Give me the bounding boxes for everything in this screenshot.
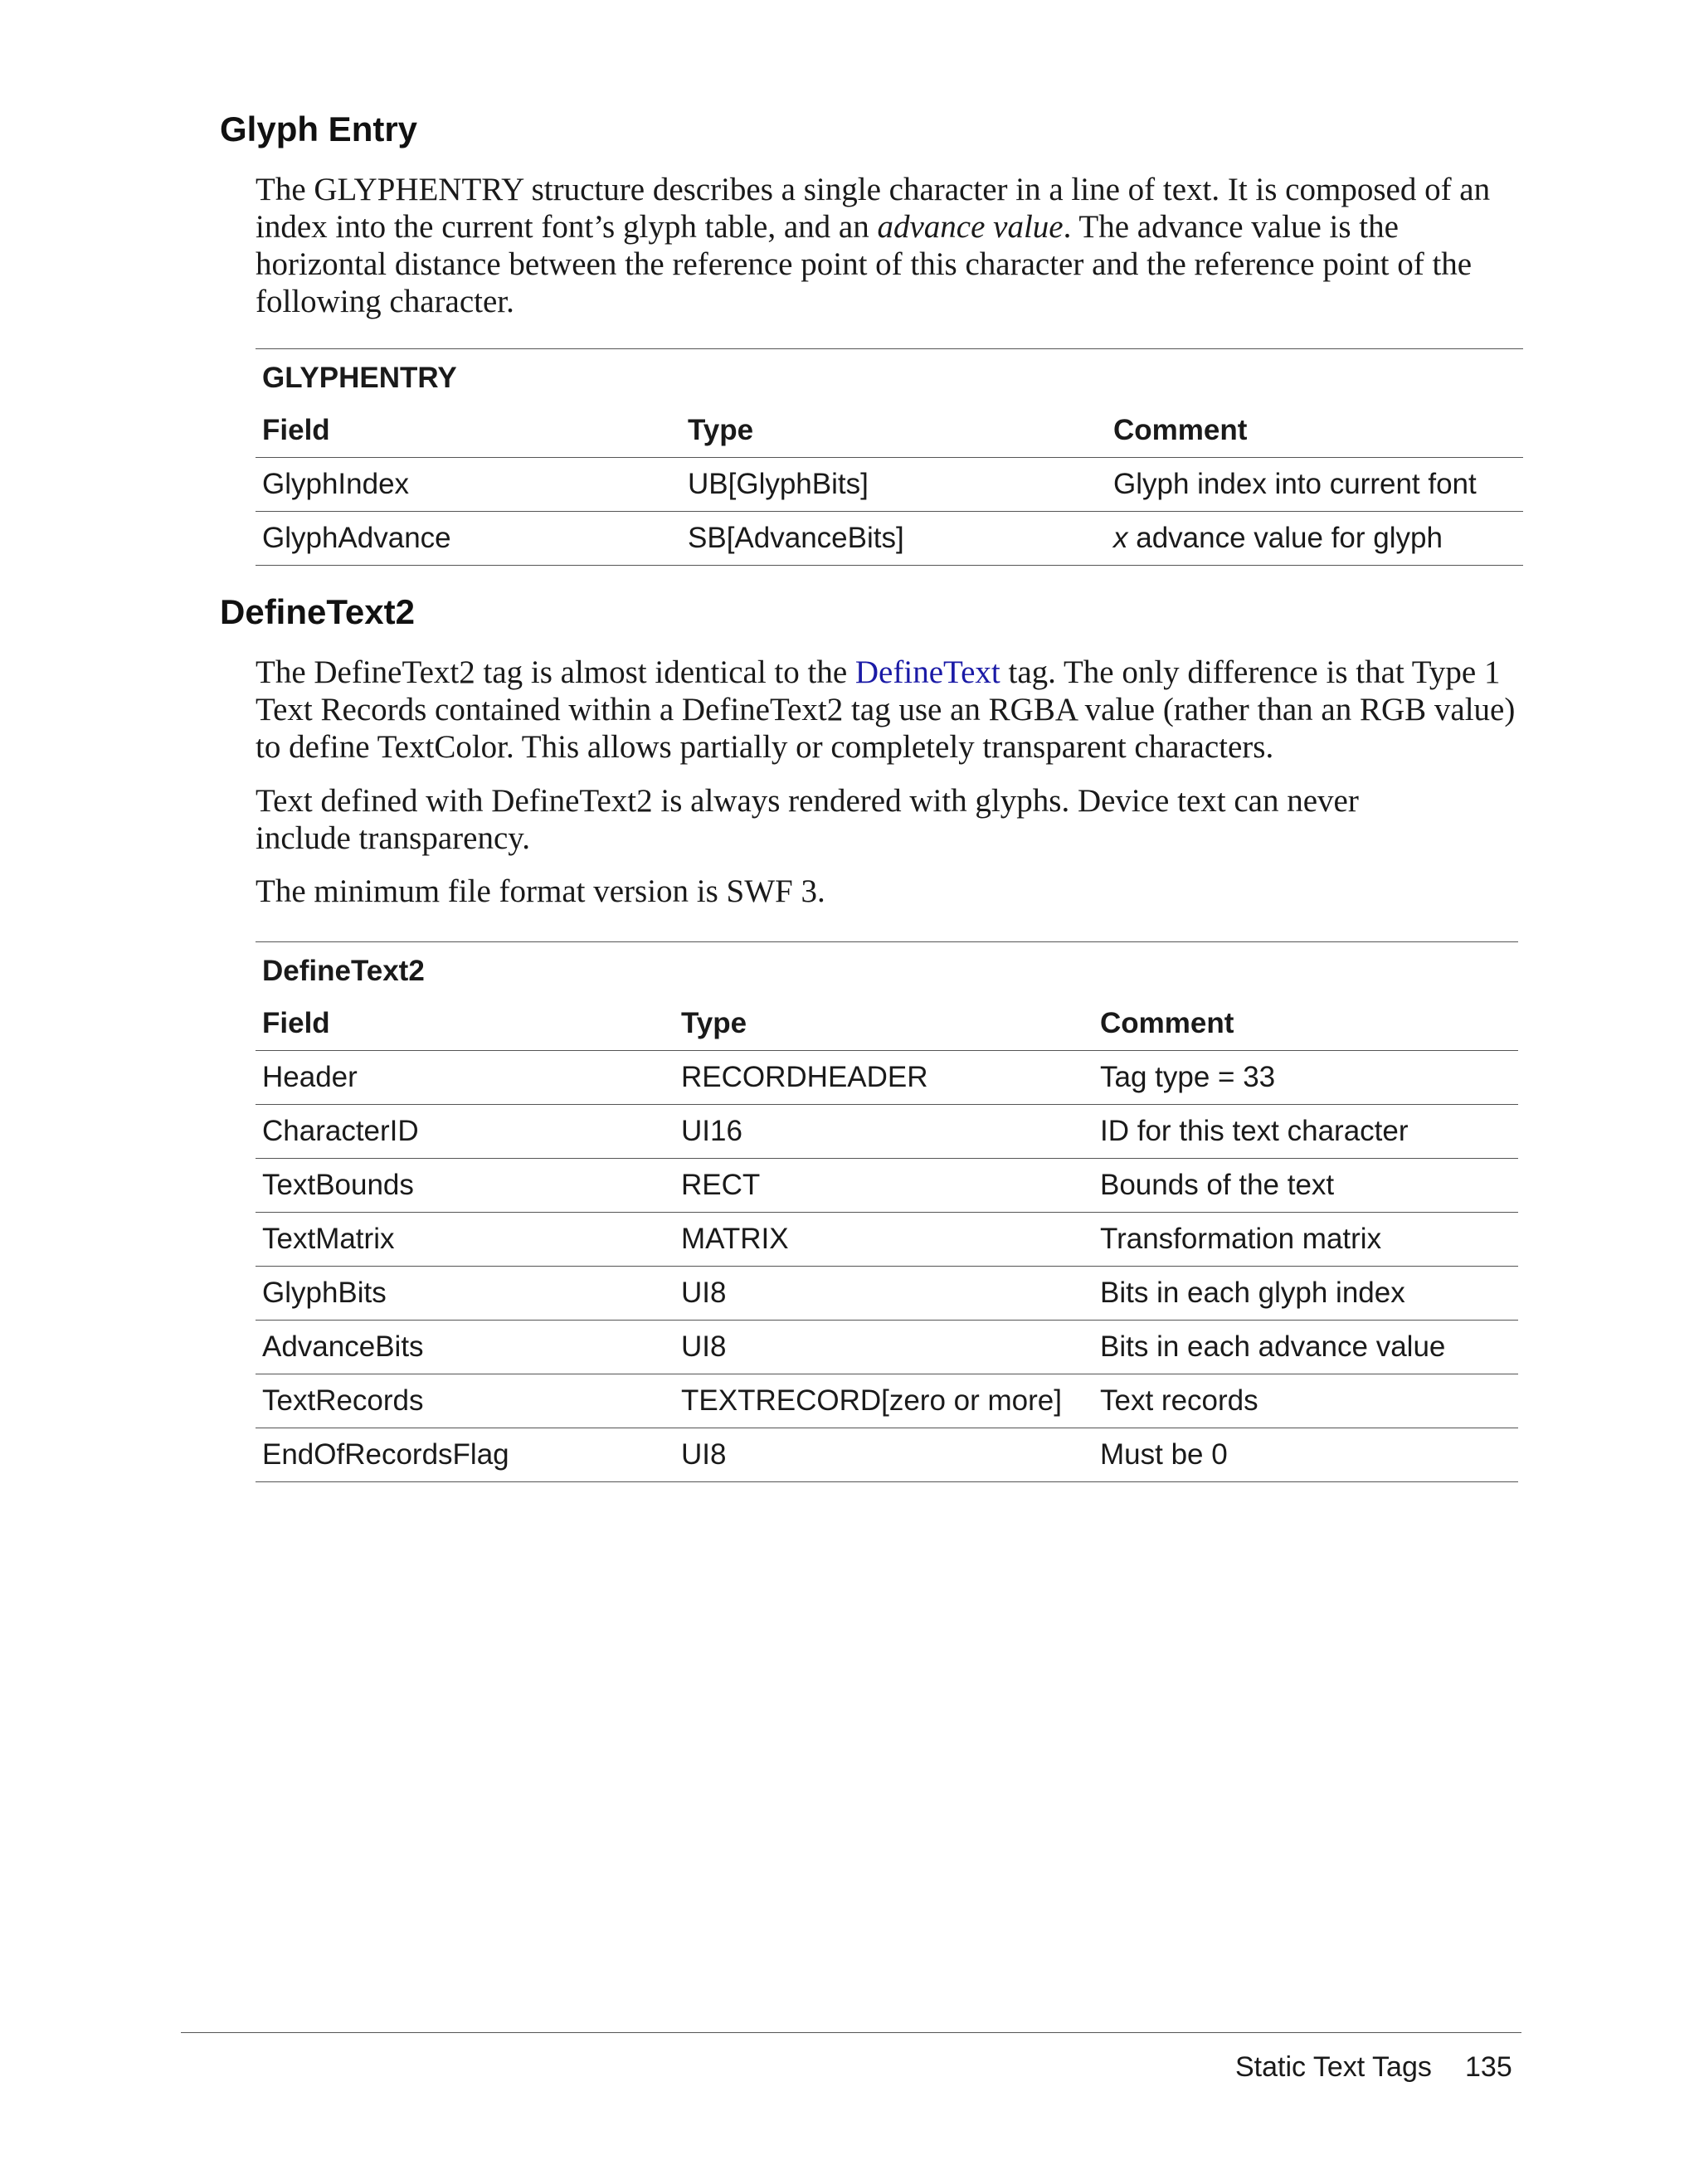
cell-comment: ID for this text character: [1093, 1105, 1518, 1159]
definetext2-version-note: The minimum file format version is SWF 3.: [256, 873, 825, 909]
footer-section-title: Static Text Tags: [1235, 2051, 1432, 2083]
table-row: [256, 1374, 1518, 1428]
page-number: 135: [1465, 2051, 1512, 2083]
cell-comment: Must be 0: [1093, 1428, 1518, 1482]
cell-field: AdvanceBits: [256, 1321, 674, 1374]
footer-divider: [181, 2032, 1521, 2033]
table-row: [256, 1105, 1518, 1159]
table-caption: GLYPHENTRY: [256, 349, 1523, 405]
cell-field: GlyphIndex: [256, 458, 681, 512]
cell-field: Header: [256, 1051, 674, 1105]
section-heading-definetext2: DefineText2: [220, 592, 415, 631]
cell-type: RECT: [674, 1159, 1093, 1213]
advance-value-emphasis: advance value: [877, 209, 1064, 245]
definetext2-description: The DefineText2 tag is almost identical to the DefineText tag. The only difference is that Type 1 Text Records contained within a DefineText2 tag use an RGBA value (rather than an RGB value) to define TextColor. This allows partially or completely transparent characters.: [256, 654, 1516, 765]
cell-type: TEXTRECORD[zero or more]: [674, 1374, 1093, 1428]
cell-comment: Text records: [1093, 1374, 1518, 1428]
cell-comment: Glyph index into current font: [1107, 458, 1523, 512]
column-header-comment: Comment: [1107, 404, 1523, 458]
table-row: [256, 1213, 1518, 1267]
cell-field: TextMatrix: [256, 1213, 674, 1267]
table-row: [256, 1321, 1518, 1374]
cell-type: UB[GlyphBits]: [681, 458, 1107, 512]
section-heading-glyph-entry: Glyph Entry: [220, 109, 418, 148]
cell-comment: Bounds of the text: [1093, 1159, 1518, 1213]
table-caption-row: [256, 349, 1523, 405]
cell-comment: x advance value for glyph: [1107, 512, 1523, 566]
column-header-type: Type: [681, 404, 1107, 458]
table-header-row: [256, 997, 1518, 1051]
cell-type: RECORDHEADER: [674, 1051, 1093, 1105]
cell-comment: Bits in each advance value: [1093, 1321, 1518, 1374]
cell-type: SB[AdvanceBits]: [681, 512, 1107, 566]
cell-type: UI8: [674, 1428, 1093, 1482]
table-row: [256, 458, 1523, 512]
table-row: [256, 1159, 1518, 1213]
cell-field: TextBounds: [256, 1159, 674, 1213]
cell-comment: Transformation matrix: [1093, 1213, 1518, 1267]
table-row: [256, 512, 1523, 566]
column-header-field: Field: [256, 404, 681, 458]
table-caption: DefineText2: [256, 942, 1518, 998]
table-header-row: [256, 404, 1523, 458]
definetext2-table: [256, 941, 1518, 1482]
cell-type: MATRIX: [674, 1213, 1093, 1267]
definetext-link[interactable]: DefineText: [854, 654, 1000, 690]
cell-field: TextRecords: [256, 1374, 674, 1428]
cell-type: UI8: [674, 1267, 1093, 1321]
x-variable: x: [1113, 522, 1128, 554]
cell-field: EndOfRecordsFlag: [256, 1428, 674, 1482]
cell-type: UI8: [674, 1321, 1093, 1374]
column-header-field: Field: [256, 997, 674, 1051]
cell-field: CharacterID: [256, 1105, 674, 1159]
cell-field: GlyphBits: [256, 1267, 674, 1321]
cell-field: GlyphAdvance: [256, 512, 681, 566]
column-header-type: Type: [674, 997, 1093, 1051]
column-header-comment: Comment: [1093, 997, 1518, 1051]
table-row: [256, 1428, 1518, 1482]
cell-comment: Tag type = 33: [1093, 1051, 1518, 1105]
glyph-entry-description: The GLYPHENTRY structure describes a single character in a line of text. It is composed of an index into the current font’s glyph table, and an advance value. The advance value is the horizontal distance between the reference point of this character and the reference point of the following character.: [256, 172, 1491, 319]
table-row: [256, 1051, 1518, 1105]
definetext2-glyph-note: Text defined with DefineText2 is always rendered with glyphs. Device text can never include transparency.: [256, 783, 1359, 856]
table-row: [256, 1267, 1518, 1321]
cell-comment: Bits in each glyph index: [1093, 1267, 1518, 1321]
cell-type: UI16: [674, 1105, 1093, 1159]
glyphentry-table: [256, 348, 1523, 566]
table-caption-row: [256, 942, 1518, 998]
